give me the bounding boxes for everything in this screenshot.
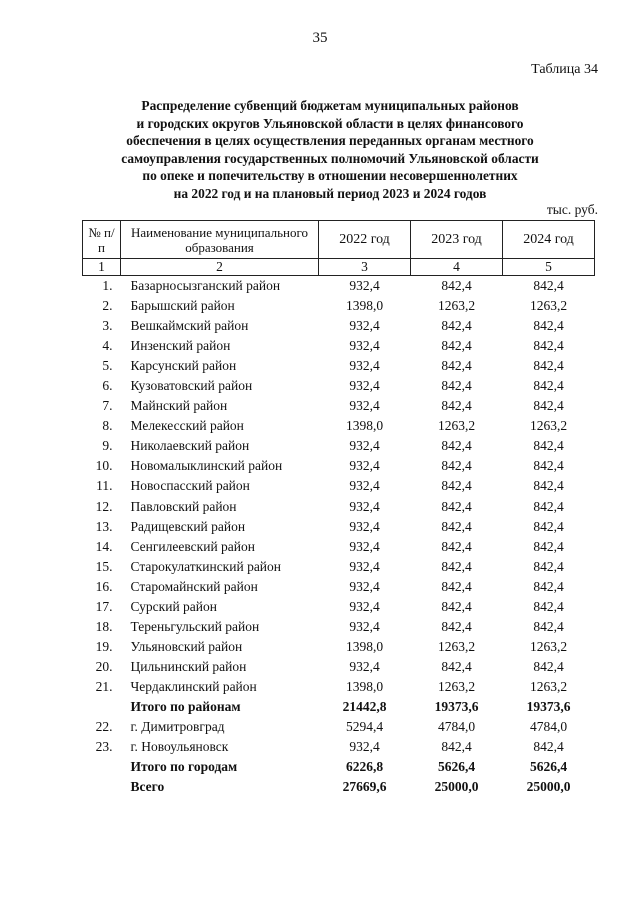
value-2024: 1263,2 <box>529 678 568 694</box>
row-number: 4. <box>102 338 113 354</box>
value-2022: 932,4 <box>349 338 380 354</box>
row-name: Старокулаткинский район <box>130 558 282 574</box>
value-2022: 932,4 <box>349 558 380 574</box>
row-name: Николаевский район <box>130 438 250 454</box>
value-2024: 842,4 <box>533 358 564 374</box>
value-2022: 932,4 <box>349 578 380 594</box>
value-2023: 842,4 <box>441 618 472 634</box>
row-name: Итого по районам <box>130 699 241 714</box>
row-name: Вешкаймский район <box>130 318 249 334</box>
value-2022: 932,4 <box>349 478 380 494</box>
value-2023: 842,4 <box>441 598 472 614</box>
value-2024: 1263,2 <box>529 418 568 434</box>
table-row <box>83 497 595 517</box>
row-name: г. Димитровград <box>130 719 225 735</box>
row-name: Карсунский район <box>130 358 237 374</box>
table-row <box>83 517 595 537</box>
value-2023: 842,4 <box>441 578 472 594</box>
table-row <box>83 456 595 476</box>
value-2022: 932,4 <box>349 398 380 414</box>
row-name: Новомалыклинский район <box>130 458 283 474</box>
column-number: 3 <box>319 259 411 276</box>
value-2023: 842,4 <box>441 498 472 514</box>
value-2023: 842,4 <box>441 538 472 554</box>
value-2022: 932,4 <box>349 598 380 614</box>
value-2022: 932,4 <box>349 538 380 554</box>
row-name: Сурский район <box>130 598 217 614</box>
row-name: Новоспасский район <box>130 478 250 494</box>
value-2023: 842,4 <box>441 658 472 674</box>
value-2022: 932,4 <box>349 318 380 334</box>
row-number: 10. <box>95 458 113 474</box>
value-2023: 19373,6 <box>434 699 479 714</box>
title-line: Распределение субвенций бюджетам муниципальных районов <box>141 98 519 113</box>
row-number: 11. <box>96 478 113 494</box>
value-2023: 842,4 <box>441 378 472 394</box>
row-name: Тереньгульский район <box>130 618 260 634</box>
value-2022: 932,4 <box>349 518 380 534</box>
table-row <box>83 557 595 577</box>
table-row <box>83 577 595 597</box>
value-2023: 842,4 <box>441 558 472 574</box>
row-name: Ульяновский район <box>130 638 243 654</box>
table-row <box>83 597 595 617</box>
title-line: по опеке и попечительству в отношении несовершеннолетних <box>142 168 518 184</box>
row-number: 17. <box>95 598 113 614</box>
title-line: самоуправления государственных полномочий Ульяновской области <box>121 150 539 166</box>
header-2024: 2024 год <box>503 221 595 259</box>
page-number: 35 <box>312 30 328 46</box>
value-2024: 842,4 <box>533 598 564 614</box>
value-2024: 842,4 <box>533 278 564 294</box>
table-row <box>83 296 595 316</box>
value-2024: 5626,4 <box>529 759 568 775</box>
value-2024: 842,4 <box>533 739 564 755</box>
value-2022: 1398,0 <box>345 418 384 434</box>
row-number: 21. <box>95 678 113 694</box>
value-2024: 842,4 <box>533 658 564 674</box>
value-2023: 842,4 <box>441 739 472 755</box>
row-number: 16. <box>95 578 113 594</box>
value-2024: 25000,0 <box>526 779 571 795</box>
value-2024: 19373,6 <box>526 699 571 714</box>
title-line: обеспечения в целях осуществления переданных органам местного <box>126 133 534 149</box>
value-2023: 1263,2 <box>437 678 476 694</box>
table-body <box>83 276 595 798</box>
value-2023: 842,4 <box>441 518 472 534</box>
row-name: Барышский район <box>130 298 235 314</box>
row-number: 20. <box>95 658 113 674</box>
row-number: 18. <box>95 618 113 634</box>
row-number: 23. <box>95 739 113 755</box>
value-2022: 1398,0 <box>345 638 384 654</box>
table-row <box>83 717 595 737</box>
value-2022: 5294,4 <box>345 719 384 735</box>
value-2024: 842,4 <box>533 398 564 414</box>
header-name: Наименование муниципального образования <box>121 221 319 259</box>
value-2023: 1263,2 <box>437 418 476 434</box>
value-2023: 842,4 <box>441 318 472 334</box>
column-number-row <box>83 259 595 276</box>
row-name: Сенгилеевский район <box>130 538 255 554</box>
value-2023: 842,4 <box>441 358 472 374</box>
row-number: 12. <box>95 498 113 514</box>
row-number: 6. <box>102 378 113 394</box>
row-number: 7. <box>102 398 113 414</box>
table-row <box>83 637 595 657</box>
row-name: Павловский район <box>130 498 237 514</box>
value-2023: 1263,2 <box>437 298 476 314</box>
row-name: г. Новоульяновск <box>130 739 229 755</box>
table-row <box>83 657 595 677</box>
row-number: 3. <box>102 318 113 334</box>
row-name: Чердаклинский район <box>130 678 257 694</box>
value-2022: 932,4 <box>349 498 380 514</box>
value-2023: 842,4 <box>441 438 472 454</box>
row-number: 13. <box>95 518 113 534</box>
value-2022: 932,4 <box>349 358 380 374</box>
row-number: 14. <box>95 538 113 554</box>
title-line: и городских округов Ульяновской области в целях финансового <box>136 115 524 131</box>
table-row <box>83 316 595 336</box>
table-row <box>83 617 595 637</box>
value-2024: 1263,2 <box>529 638 568 654</box>
value-2023: 842,4 <box>441 478 472 494</box>
value-2024: 842,4 <box>533 338 564 354</box>
table-row <box>83 537 595 557</box>
table-row <box>83 276 595 297</box>
value-2024: 1263,2 <box>529 298 568 314</box>
table-title <box>90 97 570 203</box>
table-row <box>83 436 595 456</box>
value-2024: 842,4 <box>533 578 564 594</box>
value-2023: 842,4 <box>441 278 472 294</box>
row-name: Цильнинский район <box>130 658 247 674</box>
row-name: Базарносызганский район <box>130 278 281 294</box>
value-2023: 1263,2 <box>437 638 476 654</box>
value-2022: 932,4 <box>349 378 380 394</box>
value-2024: 842,4 <box>533 378 564 394</box>
value-2022: 21442,8 <box>342 699 387 714</box>
column-number: 1 <box>83 259 121 276</box>
total-row <box>83 697 595 717</box>
row-name: Всего <box>130 779 165 795</box>
value-2023: 25000,0 <box>434 779 479 795</box>
value-2023: 842,4 <box>441 458 472 474</box>
column-number: 2 <box>121 259 319 276</box>
value-2024: 4784,0 <box>529 719 568 735</box>
value-2022: 932,4 <box>349 739 380 755</box>
value-2023: 4784,0 <box>437 719 476 735</box>
value-2024: 842,4 <box>533 318 564 334</box>
value-2022: 6226,8 <box>345 759 384 775</box>
title-line: на 2022 год и на плановый период 2023 и 2024 годов <box>173 185 487 201</box>
value-2023: 842,4 <box>441 398 472 414</box>
value-2024: 842,4 <box>533 458 564 474</box>
value-2024: 842,4 <box>533 438 564 454</box>
table-row <box>83 476 595 496</box>
table-row <box>83 677 595 697</box>
value-2024: 842,4 <box>533 478 564 494</box>
header-2023: 2023 год <box>411 221 503 259</box>
table-row <box>83 336 595 356</box>
row-name: Кузоватовский район <box>130 378 253 394</box>
table-row <box>83 376 595 396</box>
value-2022: 932,4 <box>349 438 380 454</box>
row-number: 1. <box>102 278 113 294</box>
value-2022: 932,4 <box>349 618 380 634</box>
subvention-table <box>82 220 595 797</box>
row-number <box>83 757 121 777</box>
table-row <box>83 416 595 436</box>
row-name: Майнский район <box>130 398 228 414</box>
header-no: № п/п <box>83 221 121 259</box>
value-2024: 842,4 <box>533 498 564 514</box>
row-number: 15. <box>95 558 113 574</box>
value-2022: 27669,6 <box>342 779 387 795</box>
value-2023: 842,4 <box>441 338 472 354</box>
column-number: 4 <box>411 259 503 276</box>
value-2022: 1398,0 <box>345 298 384 314</box>
value-2024: 842,4 <box>533 518 564 534</box>
value-2022: 932,4 <box>349 658 380 674</box>
value-2024: 842,4 <box>533 618 564 634</box>
value-2022: 932,4 <box>349 278 380 294</box>
row-number: 8. <box>102 418 113 434</box>
total-row <box>83 777 595 797</box>
total-row <box>83 757 595 777</box>
row-number: 22. <box>95 719 113 735</box>
row-name: Старомайнский район <box>130 578 258 594</box>
row-number: 19. <box>95 638 113 654</box>
value-2023: 5626,4 <box>437 759 476 775</box>
table-row <box>83 396 595 416</box>
row-number: 2. <box>102 298 113 314</box>
value-2024: 842,4 <box>533 558 564 574</box>
row-number <box>83 777 121 797</box>
table-row <box>83 737 595 757</box>
value-2022: 1398,0 <box>345 678 384 694</box>
row-name: Мелекесский район <box>130 418 244 434</box>
column-number: 5 <box>503 259 595 276</box>
row-name: Итого по городам <box>130 759 238 775</box>
row-name: Радищевский район <box>130 518 246 534</box>
row-name: Инзенский район <box>130 338 231 354</box>
row-number <box>83 697 121 717</box>
table-label: Таблица 34 <box>531 62 598 77</box>
row-number: 9. <box>102 438 113 454</box>
header-2022: 2022 год <box>319 221 411 259</box>
units-label: тыс. руб. <box>546 202 598 217</box>
value-2022: 932,4 <box>349 458 380 474</box>
row-number: 5. <box>102 358 113 374</box>
header-row <box>83 221 595 259</box>
table-row <box>83 356 595 376</box>
value-2024: 842,4 <box>533 538 564 554</box>
